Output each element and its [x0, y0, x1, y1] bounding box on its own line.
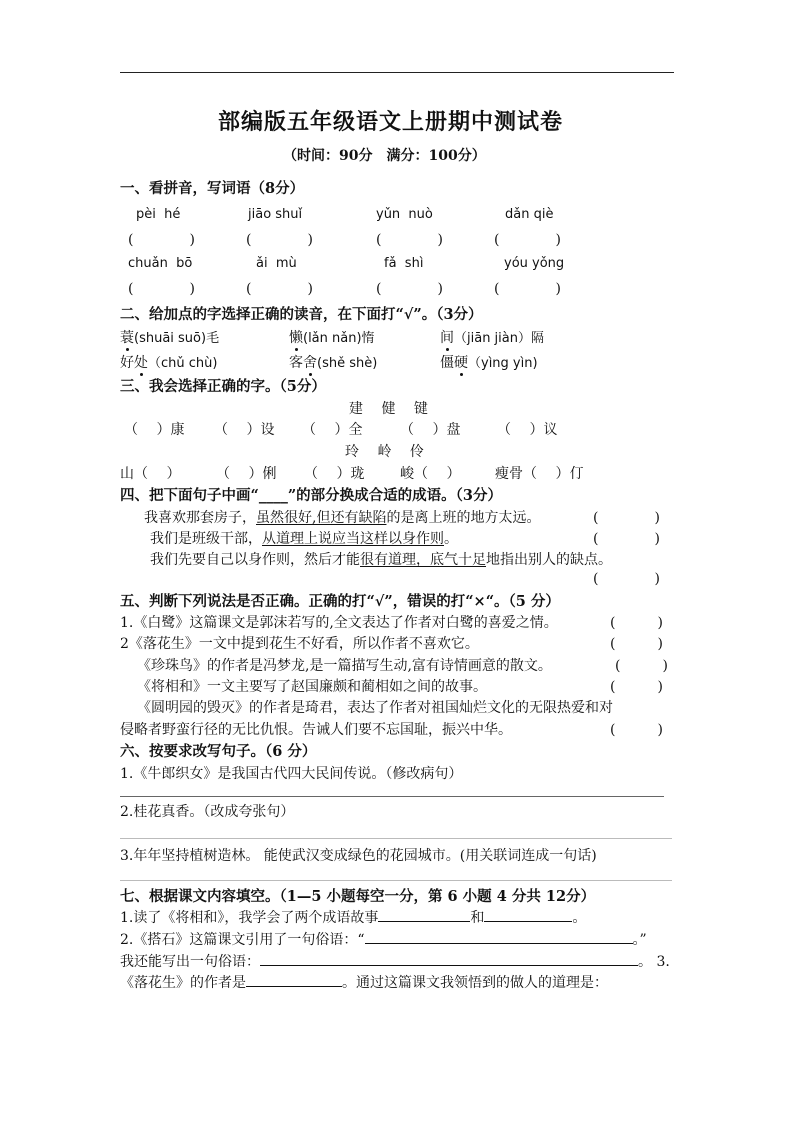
- pinyin-options: (shě shè): [317, 356, 378, 371]
- judge-paren[interactable]: ( ): [610, 679, 663, 695]
- answer-box[interactable]: ( ): [246, 281, 313, 297]
- answer-paren[interactable]: ( ): [593, 571, 660, 587]
- pronunciation-item[interactable]: [289, 352, 377, 372]
- section-4-heading: 四、把下面句子中画“____”的部分换成合适的成语。（3分）: [120, 487, 503, 504]
- judge-item-1: 1.《白鹭》这篇课文是郭沫若写的,全文表达了作者对白鹭的喜爱之情。: [120, 615, 558, 631]
- dotted-char: 处: [134, 355, 148, 371]
- question-text: 《落花生》的作者是: [120, 975, 246, 991]
- question-text: 和: [470, 910, 485, 926]
- fill-char[interactable]: （ ）议: [497, 422, 558, 438]
- pinyin-2-3: fǎ shì: [384, 256, 424, 271]
- pronunciation-item[interactable]: [120, 352, 217, 372]
- word-prefix: 好: [120, 355, 134, 371]
- pinyin-1-3: yǔn nuò: [376, 207, 433, 222]
- pinyin-2-4: yóu yǒng: [504, 256, 565, 271]
- pinyin-options: （yìng yìn): [468, 356, 538, 371]
- judge-paren[interactable]: ( ): [610, 636, 663, 652]
- pronunciation-item[interactable]: [440, 352, 538, 372]
- pronunciation-item[interactable]: [120, 327, 219, 347]
- sentence-text: 的是离上班的地方太远。: [386, 510, 541, 526]
- pinyin-options: (shuāi suō)毛: [134, 331, 220, 346]
- question-text: 1.读了《将相和》，我学会了两个成语故事: [120, 910, 379, 926]
- question-text: 。 3.: [638, 954, 670, 970]
- section-6-heading: 六、按要求改写句子。（6 分）: [120, 743, 317, 760]
- pronunciation-item[interactable]: [289, 327, 375, 347]
- section-2-heading: 二、给加点的字选择正确的读音，在下面打“√”。（3分）: [120, 306, 483, 323]
- pinyin-2-1: chuǎn bō: [128, 256, 193, 271]
- pinyin-1-1: pèi hé: [136, 207, 181, 222]
- idiom-sentence-1: [144, 507, 540, 527]
- answer-line[interactable]: [120, 796, 664, 797]
- sentence-text: 我们是班级干部，: [150, 531, 262, 547]
- word-prefix: 僵: [440, 355, 454, 371]
- judge-paren[interactable]: ( ): [610, 722, 663, 738]
- pinyin-options: (lǎn nǎn)惰: [303, 331, 375, 346]
- fill-q2-cont: [120, 951, 670, 971]
- fill-q2: [120, 929, 647, 949]
- judge-item-5: 《圆明园的毁灭》的作者是琦君，表达了作者对祖国灿烂文化的无限热爱和对: [137, 700, 613, 716]
- rewrite-q2: 2.桂花真香。（改成夸张句）: [120, 804, 295, 820]
- section-1-heading: 一、看拼音，写词语（8分）: [120, 180, 305, 197]
- answer-blank[interactable]: [484, 909, 572, 922]
- underlined-phrase: 很有道理，底气十足: [360, 552, 486, 568]
- answer-box[interactable]: ( ): [376, 232, 443, 248]
- section-3-heading: 三、我会选择正确的字。（5分）: [120, 378, 326, 395]
- pinyin-2-2: ǎi mù: [256, 256, 297, 271]
- answer-blank[interactable]: [365, 931, 633, 944]
- pinyin-1-4: dǎn qiè: [505, 207, 554, 222]
- dotted-char: 硬: [454, 355, 468, 371]
- rewrite-q1: 1.《牛郎织女》是我国古代四大民间传说。（修改病句）: [120, 766, 463, 782]
- answer-line[interactable]: [120, 880, 672, 881]
- answer-blank[interactable]: [378, 909, 470, 922]
- answer-box[interactable]: ( ): [128, 281, 195, 297]
- fill-char[interactable]: （ ）康: [124, 422, 185, 438]
- underlined-phrase: 虽然很好,但还有缺陷: [256, 510, 387, 526]
- sentence-text: 地指出别人的缺点。: [486, 552, 612, 568]
- fill-char[interactable]: 山（ ）: [120, 466, 181, 482]
- idiom-sentence-3: [150, 549, 612, 569]
- char-choices-1: 建 健 键: [349, 401, 428, 417]
- question-text: 2.《搭石》这篇课文引用了一句俗语：“: [120, 932, 365, 948]
- question-text: 。通过这篇课文我领悟到的做人的道理是：: [342, 975, 608, 991]
- question-text: 我还能写出一句俗语：: [120, 954, 260, 970]
- answer-box[interactable]: ( ): [376, 281, 443, 297]
- fill-q1: [120, 907, 586, 927]
- fill-char[interactable]: （ ）全: [302, 422, 363, 438]
- answer-box[interactable]: ( ): [128, 232, 195, 248]
- header-rule: [120, 72, 674, 73]
- fill-char[interactable]: （ ）盘: [400, 422, 461, 438]
- fill-char[interactable]: （ ）设: [214, 422, 275, 438]
- answer-blank[interactable]: [260, 953, 638, 966]
- fill-char[interactable]: （ ）俐: [216, 466, 277, 482]
- section-5-heading: 五、判断下列说法是否正确。正确的打“√”，错误的打“×“。（5 分）: [120, 593, 560, 610]
- dotted-char: 舍: [303, 355, 317, 371]
- rewrite-q3: 3.年年坚持植树造林。 能使武汉变成绿色的花园城市。(用关联词连成一句话): [120, 848, 597, 864]
- pinyin-options: （chǔ chù): [148, 356, 218, 371]
- sentence-text: 我们先要自己以身作则，然后才能: [150, 552, 360, 568]
- question-text: 。”: [632, 932, 647, 948]
- exam-info: （时间：90分 满分：100分）: [283, 148, 486, 164]
- dotted-char: 间: [440, 330, 454, 346]
- sentence-text: 。: [444, 531, 458, 547]
- answer-box[interactable]: ( ): [494, 232, 561, 248]
- answer-box[interactable]: ( ): [494, 281, 561, 297]
- question-text: 。: [572, 910, 587, 926]
- answer-paren[interactable]: ( ): [593, 510, 660, 526]
- dotted-char: 蓑: [120, 330, 134, 346]
- pinyin-options: （jiān jiàn）隔: [454, 331, 544, 346]
- judge-item-3: 《珍珠鸟》的作者是冯梦龙,是一篇描写生动,富有诗情画意的散文。: [137, 658, 552, 674]
- judge-paren[interactable]: ( ): [615, 658, 668, 674]
- sentence-text: 我喜欢那套房子，: [144, 510, 256, 526]
- idiom-sentence-2: [150, 528, 458, 548]
- fill-char[interactable]: （ ）珑: [304, 466, 365, 482]
- dotted-char: 懒: [289, 330, 303, 346]
- underlined-phrase: 从道理上说应当这样以身作则: [262, 531, 444, 547]
- answer-paren[interactable]: ( ): [593, 531, 660, 547]
- judge-item-4: 《将相和》一文主要写了赵国廉颇和蔺相如之间的故事。: [137, 679, 487, 695]
- fill-q3: [120, 972, 608, 992]
- answer-box[interactable]: ( ): [246, 232, 313, 248]
- judge-item-5-cont: 侵略者野蛮行径的无比仇恨。告诫人们要不忘国耻，振兴中华。: [120, 722, 512, 738]
- char-choices-2: 玲 岭 伶: [345, 444, 424, 460]
- pronunciation-item[interactable]: [440, 327, 544, 347]
- pinyin-1-2: jiāo shuǐ: [248, 207, 303, 222]
- answer-blank[interactable]: [246, 974, 342, 987]
- page-title: 部编版五年级语文上册期中测试卷: [218, 109, 564, 135]
- fill-char[interactable]: 瘦骨（ ）仃: [495, 466, 584, 482]
- fill-char[interactable]: 峻（ ）: [400, 466, 461, 482]
- word-prefix: 客: [289, 355, 303, 371]
- judge-paren[interactable]: ( ): [610, 615, 663, 631]
- section-7-heading: 七、根据课文内容填空。（1—5 小题每空一分，第 6 小题 4 分共 12分）: [120, 888, 596, 905]
- answer-line[interactable]: [120, 838, 672, 839]
- judge-item-2: 2《落花生》一文中提到花生不好看，所以作者不喜欢它。: [120, 636, 479, 652]
